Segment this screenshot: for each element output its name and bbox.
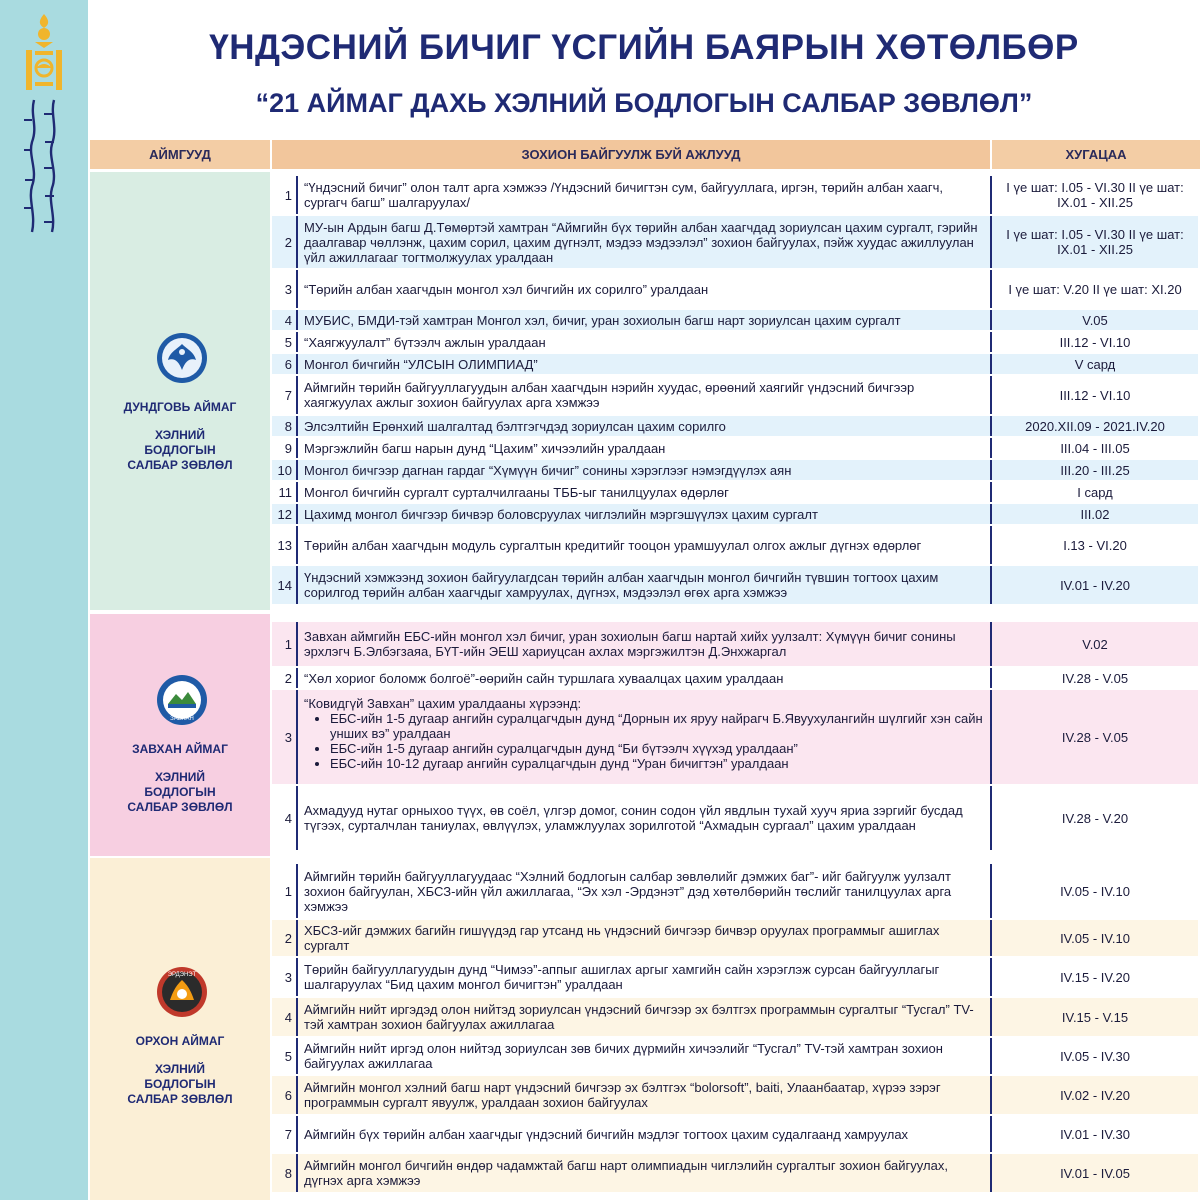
- title-area: [88, 0, 1200, 140]
- table-row: [272, 310, 1200, 330]
- orkhon-emblem-icon: [156, 966, 208, 1018]
- task-text: МУБИС, БМДИ-тэй хамтран Монгол хэл, бичиг, уран зохиолын багш нарт зориулсан цахим сургалт: [298, 310, 990, 330]
- row-number: 12: [272, 504, 298, 524]
- table-row: [272, 504, 1200, 524]
- row-number: 2: [272, 920, 298, 956]
- zavkhan-emblem-icon: [156, 674, 208, 726]
- task-text: Монгол бичгээр дагнан гардаг “Хүмүүн бичиг” сонины хэрэглээг нэмэгдүүлэх аян: [298, 460, 990, 480]
- aimag-name: ОРХОН АЙМАГ: [135, 1034, 225, 1048]
- task-text: Монгол бичгийн сургалт сурталчилгааны ТББ-ыг танилцуулах өдөрлөг: [304, 484, 729, 500]
- zavkhan-emblem-text: ЗАВХАН: [170, 716, 194, 722]
- row-number: 7: [272, 1116, 298, 1152]
- task-date: IV.05 - IV.10: [990, 920, 1198, 956]
- task-date: IV.28 - V.20: [990, 786, 1198, 850]
- table-row: [272, 1038, 1200, 1074]
- row-number: 1: [272, 176, 298, 214]
- page-subtitle: “21 АЙМАГ ДАХЬ ХЭЛНИЙ БОДЛОГЫН САЛБАР ЗӨВЛӨЛ”: [255, 88, 1033, 118]
- task-text: МУ-ын Ардын багш Д.Төмөртэй хамтран “Аймгийн бүх төрийн албан хаагчдад зориулсан цахим сургалт, гэрийн даалгавар чөллэнж, цахим сорил, цахим дүгнэлт, мэдээ мэдээлэл” зохион байгуулах, пэйж хуудас ажиллуулан үйл ажиллагааг тогтмолжуулах уралдаан: [298, 216, 990, 268]
- section-dundgovi: [88, 172, 1200, 610]
- column-header-date: ХУГАЦАА: [992, 140, 1200, 169]
- table-row: [272, 958, 1200, 996]
- table-row: [272, 668, 1200, 688]
- table-row: [272, 354, 1200, 374]
- council-label: ХЭЛНИЙ БОДЛОГЫН САЛБАР ЗӨВЛӨЛ: [127, 1062, 233, 1106]
- council-label: ХЭЛНИЙ БОДЛОГЫН САЛБАР ЗӨВЛӨЛ: [127, 428, 233, 472]
- column-header-aimag: АЙМГУУД: [90, 140, 270, 169]
- task-text: “Хаягжуулалт” бүтээлч ажлын уралдаан: [304, 334, 546, 350]
- row-number: 2: [272, 668, 298, 688]
- task-date: I үе шат: I.05 - VI.30 II үе шат: IX.01 - XII.25: [990, 216, 1198, 268]
- column-header-tasks: ЗОХИОН БАЙГУУЛЖ БУЙ АЖЛУУД: [272, 140, 990, 169]
- row-number: 3: [272, 270, 298, 308]
- task-date: I үе шат: V.20 II үе шат: XI.20: [990, 270, 1198, 308]
- table-row: [272, 376, 1200, 414]
- task-date: III.12 - VI.10: [990, 376, 1198, 414]
- task-date: V.02: [990, 622, 1198, 666]
- row-number: 9: [272, 438, 298, 458]
- table-row: [272, 482, 1200, 502]
- task-date: 2020.XII.09 - 2021.IV.20: [990, 416, 1198, 436]
- task-date: IV.28 - V.05: [990, 690, 1198, 784]
- row-number: 4: [272, 310, 298, 330]
- task-text: Завхан аймгийн ЕБС-ийн монгол хэл бичиг, уран зохиолын багш нартай хийх уулзалт: Хүмүүн бичиг сонины эрхлэгч Б.Элбэгзаяа, БҮТ-ийн ЭЕШ хариуцсан ахлах мэргэжилтэн Д.Энхжаргал: [298, 622, 990, 666]
- council-label: ХЭЛНИЙ БОДЛОГЫН САЛБАР ЗӨВЛӨЛ: [127, 770, 233, 814]
- task-text-block: [298, 690, 990, 784]
- table-row: [272, 1076, 1200, 1114]
- task-date: III.02: [990, 504, 1198, 524]
- task-date: III.12 - VI.10: [990, 332, 1198, 352]
- task-date: IV.28 - V.05: [990, 668, 1198, 688]
- row-number: 10: [272, 460, 298, 480]
- row-number: 7: [272, 376, 298, 414]
- table-row: [272, 1154, 1200, 1192]
- task-text: Аймгийн бүх төрийн албан хаагчдыг үндэсний бичгийн мэдлэг тогтоох цахим судалгаанд хамруулах: [304, 1126, 909, 1142]
- mongol-script-icon: [18, 96, 70, 236]
- row-number: 8: [272, 416, 298, 436]
- task-text: Элсэлтийн Ерөнхий шалгалтад бэлтгэгчдэд зориулсан цахим сорилго: [298, 416, 990, 436]
- task-date: IV.05 - IV.10: [990, 864, 1198, 918]
- row-number: 3: [272, 690, 298, 784]
- task-date: IV.01 - IV.20: [990, 566, 1198, 604]
- section-orkhon: [88, 858, 1200, 1200]
- table-row: [272, 332, 1200, 352]
- task-text: Аймгийн монгол бичгийн өндөр чадамжтай багш нарт олимпиадын чиглэлийн сургалтыг зохион байгуулах, дүгнэх арга хэмжээ: [298, 1154, 990, 1192]
- task-date: V сард: [990, 354, 1198, 374]
- task-text: Мэргэжлийн багш нарын дунд “Цахим” хичээлийн уралдаан: [304, 440, 666, 456]
- task-date: IV.15 - IV.20: [990, 958, 1198, 996]
- task-text: “Үндэсний бичиг” олон талт арга хэмжээ /Үндэсний бичигтэн сум, байгууллага, иргэн, төрийн албан хаагч, сургагч багш” шалгаруулах/: [304, 180, 944, 210]
- row-number: 6: [272, 1076, 298, 1114]
- row-number: 11: [272, 482, 298, 502]
- side-strip: [0, 0, 88, 1200]
- task-date: IV.01 - IV.30: [990, 1116, 1198, 1152]
- row-number: 5: [272, 1038, 298, 1074]
- task-text: Цахимд монгол бичгээр бичвэр боловсруулах чиглэлийн мэргэшүүлэх цахим сургалт: [298, 504, 990, 524]
- task-date: IV.02 - IV.20: [990, 1076, 1198, 1114]
- row-number: 5: [272, 332, 298, 352]
- task-text: Аймгийн төрийн байгууллагуудаас “Хэлний бодлогын салбар зөвлөлийг дэмжих баг”- ийг байгуулж уулзалт зохион байгуулан, ХБСЗ-ийн үйл ажиллагаа, “Эх хэл -Эрдэнэт” дэд хөтөлбөрийн төслийг танилцуулах арга хэмжээ: [304, 868, 952, 914]
- task-date: IV.01 - IV.05: [990, 1154, 1198, 1192]
- task-text: “Хөл хориог боломж болгоё”-өөрийн сайн туршлага хуваалцах цахим уралдаан: [304, 670, 784, 686]
- table-row: [272, 270, 1200, 308]
- task-date: I үе шат: I.05 - VI.30 II үе шат: IX.01 - XII.25: [990, 176, 1198, 214]
- task-text: “Ковидгүй Завхан” цахим уралдааны хүрээнд:: [304, 696, 582, 711]
- dundgovi-emblem-icon: [156, 332, 208, 384]
- bullet-list: [304, 711, 986, 771]
- row-number: 14: [272, 566, 298, 604]
- table-row: [272, 176, 1200, 214]
- task-date: IV.15 - V.15: [990, 998, 1198, 1036]
- task-date: I.13 - VI.20: [990, 526, 1198, 564]
- table-row: [272, 416, 1200, 436]
- row-number: 1: [272, 622, 298, 666]
- aimag-cell: [90, 172, 270, 610]
- table-row: [272, 998, 1200, 1036]
- task-text: Төрийн байгууллагуудын дунд “Чимээ”-аппыг ашиглах аргыг хамгийн сайн хэрэглэж сурсан байгууллагыг шалгаруулах “Бид цахим монгол бичигтэн” уралдаан: [304, 962, 940, 992]
- task-text: Аймгийн нийт иргэдэд олон нийтэд зориулсан үндэсний бичгээр эх бэлтгэх программын сургалтыг “Тусгал” TV-тэй хамтран зохион байгуулах ажиллагаа: [298, 998, 990, 1036]
- table-row: [272, 864, 1200, 918]
- task-date: III.04 - III.05: [990, 438, 1198, 458]
- task-text: ХБСЗ-ийг дэмжих багийн гишүүдэд гар утсанд нь үндэсний бичгээр бичвэр оруулах программыг ашиглах сургалт: [298, 920, 990, 956]
- table-row: [272, 1116, 1200, 1152]
- aimag-name: ЗАВХАН АЙМАГ: [132, 742, 228, 756]
- task-text: Үндэсний хэмжээнд зохион байгуулагдсан төрийн албан хаагчдын монгол бичгийн түвшин тогтоох цахим сорилгод төрийн албан хаагчдыг хамруулах, дүгнэх, мэдээлэл өгөх арга хэмжээ: [298, 566, 990, 604]
- aimag-name: ДУНДГОВЬ АЙМАГ: [123, 400, 237, 414]
- task-text: Аймгийн монгол хэлний багш нарт үндэсний бичгээр эх бэлтгэх “bolorsoft”, baiti, Улаанбаатар, хүрээ зэрэг программын сургалт явуулж, уралдаан зохион байгуулах: [298, 1076, 990, 1114]
- list-item: • ЕБС-ийн 1-5 дугаар ангийн суралцагчдын дунд “Дорнын их яруу найрагч Б.Явуухулангийн шүлгийг хэн сайн унших вэ” уралдаан: [330, 711, 986, 741]
- orkhon-emblem-text: ЭРДЭНЭТ: [167, 972, 197, 978]
- task-text: Аймгийн төрийн байгууллагуудын албан хаагчдын нэрийн хуудас, өрөөний хаягийг үндэсний бичгээр хаягжуулах ажлыг зохион байгуулах арга хэмжээ: [304, 380, 915, 410]
- page-title: ҮНДЭСНИЙ БИЧИГ ҮСГИЙН БАЯРЫН ХӨТӨЛБӨР: [209, 28, 1079, 67]
- table-row: [272, 920, 1200, 956]
- list-item: • ЕБС-ийн 10-12 дугаар ангийн суралцагчдын дунд “Уран бичигтэн” уралдаан: [330, 756, 986, 771]
- row-number: 4: [272, 786, 298, 850]
- table-row: [272, 216, 1200, 268]
- aimag-cell: [90, 858, 270, 1200]
- row-number: 2: [272, 216, 298, 268]
- table-row: [272, 786, 1200, 850]
- task-date: V.05: [990, 310, 1198, 330]
- table-row: [272, 438, 1200, 458]
- task-text: Монгол бичгийн “УЛСЫН ОЛИМПИАД”: [298, 354, 990, 374]
- aimag-cell: [90, 614, 270, 856]
- row-number: 4: [272, 998, 298, 1036]
- table-row: [272, 566, 1200, 604]
- task-date: IV.05 - IV.30: [990, 1038, 1198, 1074]
- soyombo-icon: [22, 12, 66, 92]
- task-date: III.20 - III.25: [990, 460, 1198, 480]
- task-date: I сард: [990, 482, 1198, 502]
- task-text: Аймгийн нийт иргэд олон нийтэд зориулсан зөв бичих дүрмийн хичээлийг “Тусгал” TV-тэй хамтран зохион байгуулах ажиллагаа: [304, 1041, 943, 1071]
- table-row: [272, 460, 1200, 480]
- task-text: Ахмадууд нутаг орныхоо түүх, өв соёл, үлгэр домог, сонин содон үйл явдлын тухай хууч яриа зэргийг бусдад түгээх, сурталчлан таниулах, өвлүүлэх, уламжлуулах зорилготой “Ахмадын сургаал” цахим уралдаан: [304, 803, 963, 833]
- task-text: Төрийн албан хаагчдын модуль сургалтын кредитийг тооцон урамшуулал олгох ажлыг дүгнэх өдөрлөг: [304, 537, 922, 553]
- list-item: • ЕБС-ийн 1-5 дугаар ангийн суралцагчдын дунд “Би бүтээлч хүүхэд уралдаан”: [330, 741, 986, 756]
- table-row: [272, 622, 1200, 666]
- row-number: 13: [272, 526, 298, 564]
- table-row: [272, 690, 1200, 784]
- row-number: 3: [272, 958, 298, 996]
- row-number: 8: [272, 1154, 298, 1192]
- table-row: [272, 526, 1200, 564]
- section-zavkhan: [88, 614, 1200, 856]
- task-text: “Төрийн албан хаагчдын монгол хэл бичгийн их сорилго” уралдаан: [304, 281, 709, 297]
- row-number: 1: [272, 864, 298, 918]
- row-number: 6: [272, 354, 298, 374]
